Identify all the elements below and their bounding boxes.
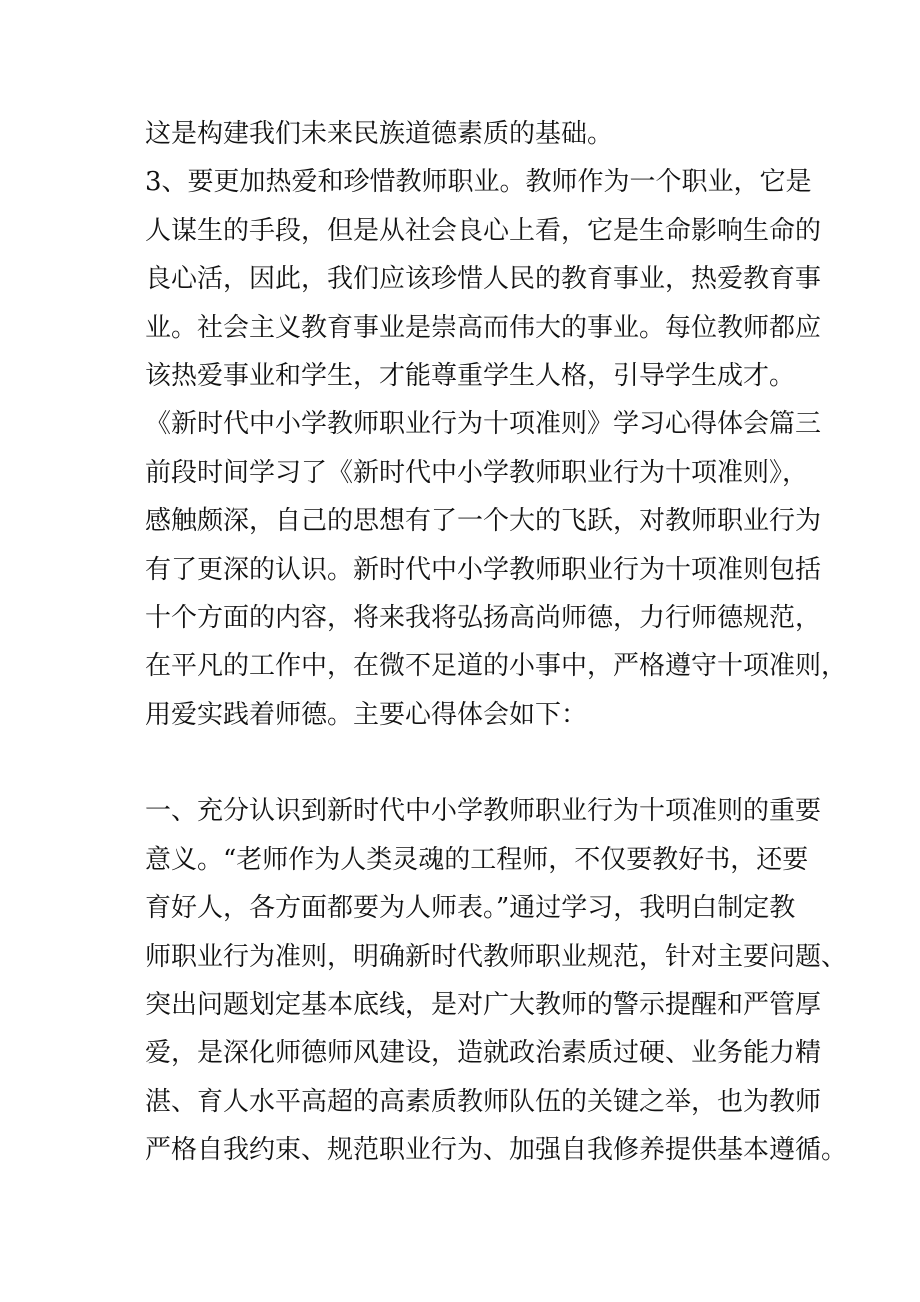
text-line-12: 在平凡的工作中，在微不足道的小事中，严格遵守十项准则， (145, 651, 848, 682)
text-line-6: 该热爱事业和学生，才能尊重学生人格，引导学生成才。 (145, 360, 796, 391)
text-line-11: 十个方面的内容，将来我将弘扬高尚师德，力行师德规范， (145, 602, 822, 633)
text-line-22: 严格自我约束、规范职业行为、加强自我修养提供基本遵循。 (145, 1135, 848, 1166)
text-line-2: 3、要更加热爱和珍惜教师职业。教师作为一个职业，它是 (145, 167, 812, 198)
text-line-18: 师职业行为准则，明确新时代教师职业规范，针对主要问题、 (145, 941, 848, 972)
section-title-line: 《新时代中小学教师职业行为十项准则》学习心得体会篇三 (145, 409, 822, 440)
text-line-20: 爱，是深化师德师风建设，造就政治素质过硬、业务能力精 (145, 1038, 822, 1069)
text-line-5: 业。社会主义教育事业是崇高而伟大的事业。每位教师都应 (145, 312, 822, 343)
text-line-19: 突出问题划定基本底线，是对广大教师的警示提醒和严管厚 (145, 990, 822, 1021)
blank-line (145, 739, 785, 787)
text-line-21: 湛、育人水平高超的高素质教师队伍的关键之举，也为教师 (145, 1086, 822, 1117)
text-line-15: 一、充分认识到新时代中小学教师职业行为十项准则的重要 (145, 796, 822, 827)
text-line-9: 感触颇深，自己的思想有了一个大的飞跃，对教师职业行为 (145, 506, 822, 537)
text-line-10: 有了更深的认识。新时代中小学教师职业行为十项准则包括 (145, 554, 822, 585)
text-line-8: 前段时间学习了《新时代中小学教师职业行为十项准则》， (145, 457, 809, 488)
text-line-13: 用爱实践着师德。主要心得体会如下： (145, 699, 588, 730)
text-line-17: 育好人，各方面都要为人师表。”通过学习，我明白制定教 (145, 893, 796, 924)
text-line-16: 意义。“老师作为人类灵魂的工程师，不仅要教好书，还要 (145, 844, 809, 875)
text-line-3: 人谋生的手段，但是从社会良心上看，它是生命影响生命的 (145, 215, 822, 246)
text-line-1: 这是构建我们未来民族道德素质的基础。 (145, 119, 614, 149)
text-line-4: 良心活，因此，我们应该珍惜人民的教育事业，热爱教育事 (145, 264, 822, 295)
document-text (145, 110, 848, 1175)
